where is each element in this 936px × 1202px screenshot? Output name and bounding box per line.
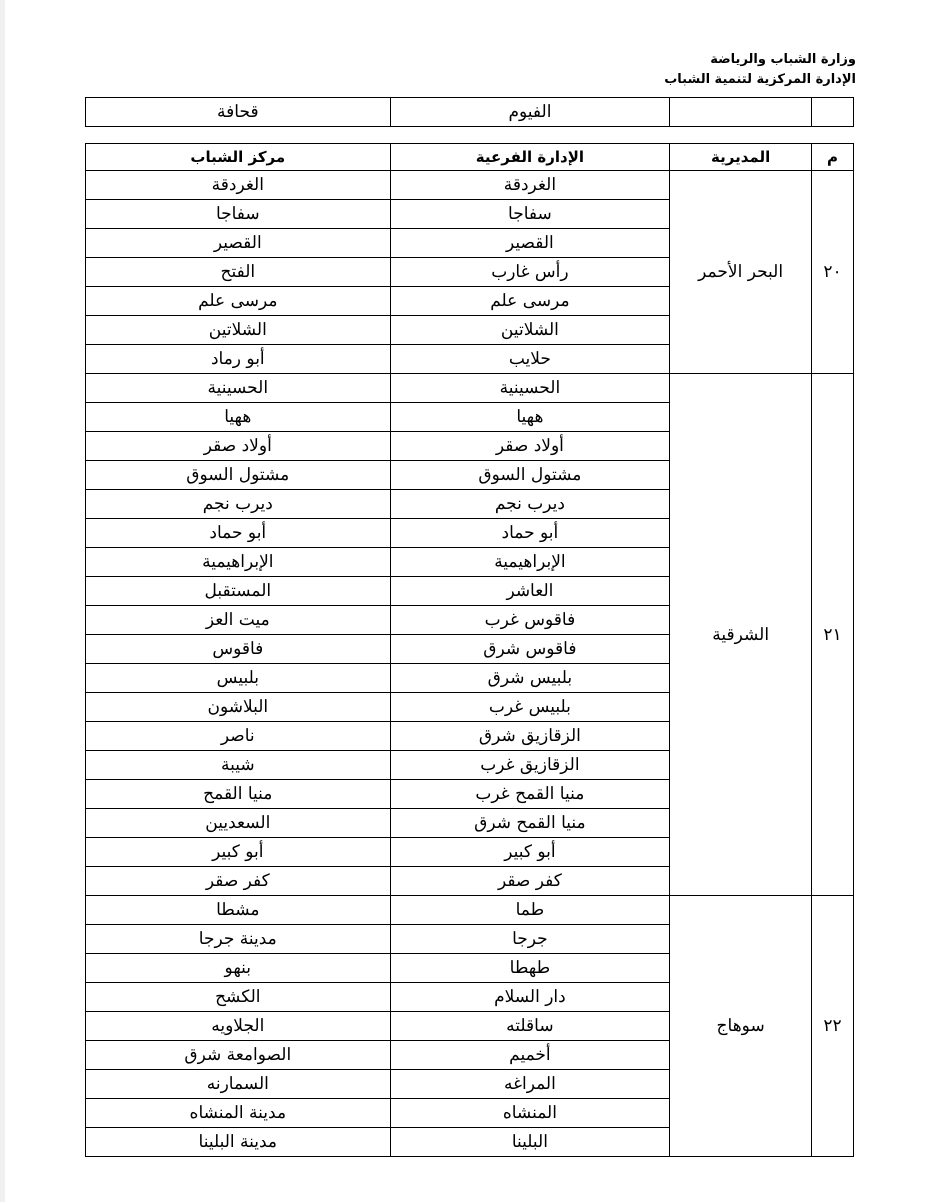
sub-admin-cell: منيا القمح شرق [390, 809, 670, 838]
sub-admin-cell: أولاد صقر [390, 432, 670, 461]
youth-center-cell: الغردقة [86, 171, 391, 200]
sub-admin-cell: مشتول السوق [390, 461, 670, 490]
youth-center-cell: الفتح [86, 258, 391, 287]
sub-admin-cell: منيا القمح غرب [390, 780, 670, 809]
youth-center-cell: مشطا [86, 896, 391, 925]
youth-center-cell: كفر صقر [86, 867, 391, 896]
sub-admin-cell: رأس غارب [390, 258, 670, 287]
youth-center-cell: البلاشون [86, 693, 391, 722]
youth-center-cell: منيا القمح [86, 780, 391, 809]
youth-center-cell: مرسى علم [86, 287, 391, 316]
row-number: ٢٠ [812, 171, 854, 374]
table-row [86, 171, 854, 200]
youth-center-cell: شيبة [86, 751, 391, 780]
location-table [85, 97, 854, 127]
sub-admin-cell: جرجا [390, 925, 670, 954]
youth-center-cell: ههيا [86, 403, 391, 432]
sub-admin-cell: أبو حماد [390, 519, 670, 548]
sub-admin-cell: فاقوس غرب [390, 606, 670, 635]
location-cell-center: قحافة [86, 98, 391, 127]
column-header-youth-center: مركز الشباب [86, 144, 391, 171]
youth-center-cell: فاقوس [86, 635, 391, 664]
sub-admin-cell: القصير [390, 229, 670, 258]
document-header [664, 50, 856, 90]
directorate-cell: الشرقية [670, 374, 812, 896]
youth-center-cell: المستقبل [86, 577, 391, 606]
youth-center-cell: أولاد صقر [86, 432, 391, 461]
sub-admin-cell: دار السلام [390, 983, 670, 1012]
sub-admin-cell: ساقلته [390, 1012, 670, 1041]
location-row [86, 98, 854, 127]
directorate-cell: البحر الأحمر [670, 171, 812, 374]
youth-center-cell: بلبيس [86, 664, 391, 693]
youth-center-cell: مدينة جرجا [86, 925, 391, 954]
table-body [86, 171, 854, 1157]
table-row [86, 896, 854, 925]
sub-admin-cell: طهطا [390, 954, 670, 983]
youth-centers-table [85, 143, 854, 1157]
youth-center-cell: أبو رماد [86, 345, 391, 374]
location-cell-dir [670, 98, 812, 127]
youth-center-cell: ميت العز [86, 606, 391, 635]
youth-center-cell: السمارنه [86, 1070, 391, 1099]
sub-admin-cell: المنشاه [390, 1099, 670, 1128]
sub-admin-cell: بلبيس شرق [390, 664, 670, 693]
sub-admin-cell: أخميم [390, 1041, 670, 1070]
sub-admin-cell: مرسى علم [390, 287, 670, 316]
column-header-num: م [812, 144, 854, 171]
sub-admin-cell: الزقازيق شرق [390, 722, 670, 751]
youth-center-cell: الجلاويه [86, 1012, 391, 1041]
youth-center-cell: سفاجا [86, 200, 391, 229]
sub-admin-cell: العاشر [390, 577, 670, 606]
youth-center-cell: الشلاتين [86, 316, 391, 345]
table-header-row [86, 144, 854, 171]
sub-admin-cell: الإبراهيمية [390, 548, 670, 577]
sub-admin-cell: فاقوس شرق [390, 635, 670, 664]
youth-center-cell: الحسينية [86, 374, 391, 403]
sub-admin-cell: طما [390, 896, 670, 925]
youth-center-cell: مشتول السوق [86, 461, 391, 490]
location-cell-governorate: الفيوم [390, 98, 670, 127]
youth-center-cell: بنهو [86, 954, 391, 983]
youth-center-cell: القصير [86, 229, 391, 258]
youth-center-cell: الصوامعة شرق [86, 1041, 391, 1070]
youth-center-cell: الكشح [86, 983, 391, 1012]
youth-center-cell: الإبراهيمية [86, 548, 391, 577]
sub-admin-cell: ديرب نجم [390, 490, 670, 519]
sub-admin-cell: البلينا [390, 1128, 670, 1157]
sub-admin-cell: المراغه [390, 1070, 670, 1099]
sub-admin-cell: كفر صقر [390, 867, 670, 896]
sub-admin-cell: الغردقة [390, 171, 670, 200]
row-number: ٢٢ [812, 896, 854, 1157]
directorate-cell: سوهاج [670, 896, 812, 1157]
youth-center-cell: السعديين [86, 809, 391, 838]
sub-admin-cell: حلايب [390, 345, 670, 374]
youth-center-cell: أبو حماد [86, 519, 391, 548]
department-name: الإدارة المركزية لتنمية الشباب [664, 72, 856, 87]
sub-admin-cell: الزقازيق غرب [390, 751, 670, 780]
sub-admin-cell: الشلاتين [390, 316, 670, 345]
sub-admin-cell: الحسينية [390, 374, 670, 403]
document-page [5, 0, 936, 1202]
sub-admin-cell: أبو كبير [390, 838, 670, 867]
sub-admin-cell: سفاجا [390, 200, 670, 229]
youth-center-cell: ديرب نجم [86, 490, 391, 519]
ministry-name: وزارة الشباب والرياضة [710, 52, 856, 67]
youth-center-cell: ناصر [86, 722, 391, 751]
youth-center-cell: مدينة المنشاه [86, 1099, 391, 1128]
row-number: ٢١ [812, 374, 854, 896]
column-header-sub-admin: الإدارة الفرعية [390, 144, 670, 171]
youth-center-cell: أبو كبير [86, 838, 391, 867]
youth-center-cell: مدينة البلينا [86, 1128, 391, 1157]
sub-admin-cell: بلبيس غرب [390, 693, 670, 722]
table-row [86, 374, 854, 403]
sub-admin-cell: ههيا [390, 403, 670, 432]
column-header-directorate: المديرية [670, 144, 812, 171]
location-cell-num [812, 98, 854, 127]
